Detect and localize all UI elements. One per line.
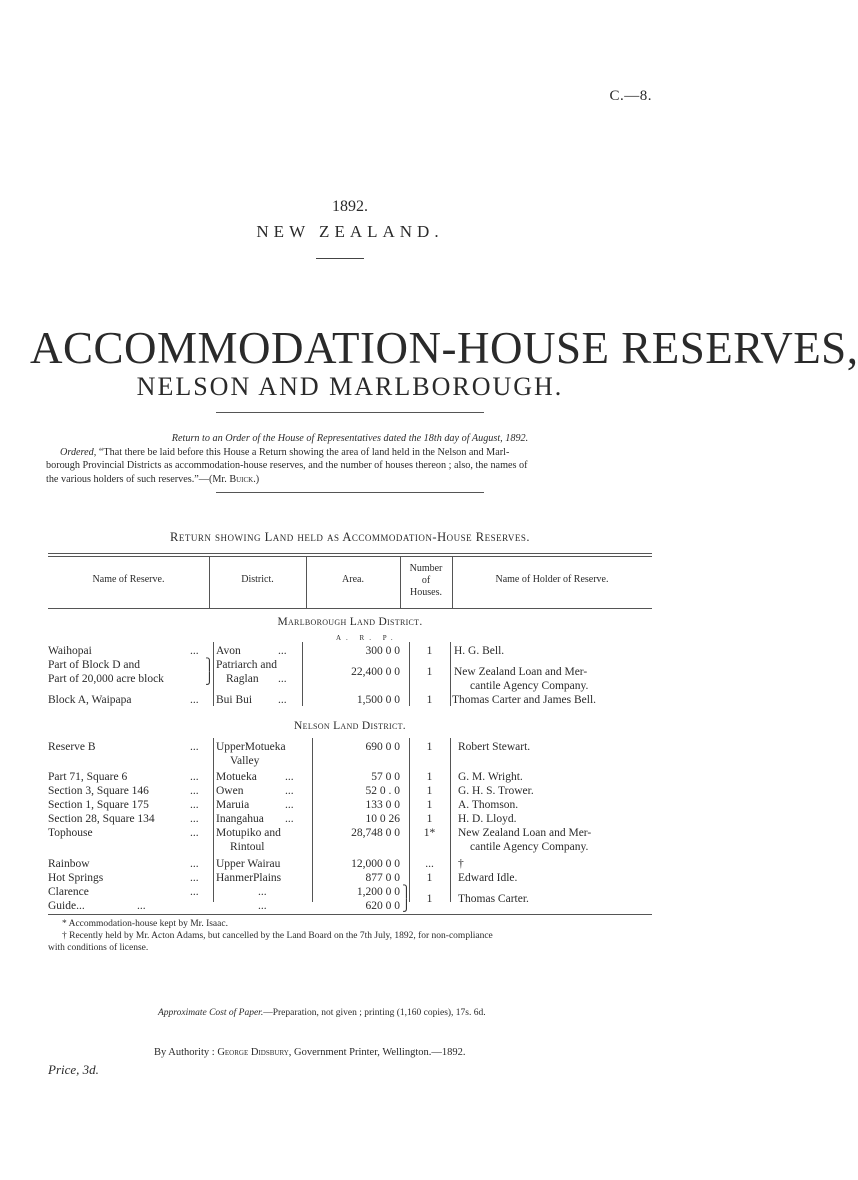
- order-text: [46, 432, 654, 486]
- area-value: 300 0 0: [365, 645, 400, 657]
- area-units: A. R. P.: [336, 634, 398, 642]
- district-name: Motueka: [216, 771, 257, 783]
- holder-name: Robert Stewart.: [458, 741, 531, 753]
- leader-dots: ...: [190, 694, 199, 706]
- district-name: Upper Wairau: [216, 858, 281, 870]
- holder-name: New Zealand Loan and Mer-: [454, 666, 588, 678]
- country: NEW ZEALAND.: [256, 222, 444, 241]
- leader-dots: ...: [190, 858, 199, 870]
- area-value: 620 0 0: [365, 900, 400, 912]
- reserve-name: Rainbow: [48, 858, 90, 870]
- footnote: with conditions of license.: [48, 943, 149, 953]
- reserve-name: Guide...: [48, 900, 85, 912]
- table-top-rule: [48, 556, 652, 557]
- reserve-name: Tophouse: [48, 827, 93, 839]
- holder-name: G. M. Wright.: [458, 771, 523, 783]
- district-name: Inangahua: [216, 813, 264, 825]
- leader-dots: ...: [190, 827, 199, 839]
- leader-dots: ...: [190, 771, 199, 783]
- district-name: ...: [258, 886, 267, 898]
- header-houses-line1: Number: [409, 563, 443, 574]
- header-name-of-reserve: Name of Reserve.: [92, 574, 165, 585]
- reserve-name: Section 3, Square 146: [48, 785, 149, 797]
- leader-dots: ...: [190, 872, 199, 884]
- column-divider: [213, 738, 214, 902]
- holder-name: G. H. S. Trower.: [458, 785, 534, 797]
- houses-count: 1*: [423, 827, 436, 839]
- member-name: Buick: [229, 473, 254, 485]
- houses-count: 1: [426, 785, 433, 797]
- area-value: 10 0 26: [365, 813, 400, 825]
- area-value: 1,200 0 0: [356, 886, 400, 898]
- district-name: Patriarch and: [216, 659, 277, 671]
- reserve-name: Part of Block D and: [48, 659, 140, 671]
- holder-name: H. G. Bell.: [454, 645, 505, 657]
- area-value: 12,000 0 0: [351, 858, 400, 870]
- column-divider: [450, 738, 451, 902]
- area-value: 690 0 0: [365, 741, 400, 753]
- column-divider: [302, 642, 303, 706]
- brace: ⎫: [402, 886, 411, 898]
- reserve-name: Block A, Waipapa: [48, 694, 132, 706]
- area-value: 52 0 . 0: [365, 785, 400, 797]
- divider: [216, 412, 484, 413]
- holder-name: cantile Agency Company.: [470, 680, 589, 692]
- holder-name: Thomas Carter.: [458, 893, 529, 905]
- ordered-label: Ordered,: [60, 446, 97, 458]
- table-bottom-rule: [48, 914, 652, 915]
- price: Price, 3d.: [48, 1062, 99, 1077]
- printer-name: George Didsbury: [217, 1047, 289, 1058]
- order-line: [46, 473, 654, 487]
- district-name: UpperMotueka: [216, 741, 286, 753]
- district-name: Avon: [216, 645, 241, 657]
- leader-dots: ...: [285, 771, 294, 783]
- page-reference: C.—8.: [609, 88, 652, 104]
- header-district: District.: [241, 574, 274, 585]
- area-value: 28,748 0 0: [351, 827, 400, 839]
- header-houses-line2: of: [421, 575, 431, 586]
- leader-dots: ...: [278, 645, 287, 657]
- holder-name: Thomas Carter and James Bell.: [452, 694, 597, 706]
- houses-count: 1: [426, 741, 433, 753]
- leader-dots: ...: [190, 886, 199, 898]
- district-name: Motupiko and: [216, 827, 281, 839]
- holder-name: A. Thomson.: [458, 799, 519, 811]
- table-top-rule: [48, 553, 652, 554]
- reserve-name: Section 28, Square 134: [48, 813, 155, 825]
- district-name: Maruia: [216, 799, 250, 811]
- order-text-part: .): [253, 473, 260, 485]
- reserve-name: Part of 20,000 acre block: [48, 673, 164, 685]
- houses-count: 1: [426, 799, 433, 811]
- section-heading-nelson: Nelson Land District.: [294, 720, 406, 732]
- column-divider: [450, 642, 451, 706]
- footnote: † Recently held by Mr. Acton Adams, but cancelled by the Land Board on the 7th July, 1892, for non-compliance: [62, 931, 493, 941]
- section-heading-marlborough: Marlborough Land District.: [277, 616, 423, 628]
- houses-count: 1: [426, 872, 433, 884]
- area-value: 22,400 0 0: [351, 666, 400, 678]
- houses-count: 1: [426, 645, 433, 657]
- brace: ⎭: [205, 673, 214, 685]
- order-text-part: the various holders of such reserves.”—(Mr.: [46, 473, 230, 485]
- holder-name: Edward Idle.: [458, 872, 518, 884]
- houses-count: 1: [426, 666, 433, 678]
- leader-dots: ...: [137, 900, 146, 912]
- district-name: Raglan: [226, 673, 259, 685]
- leader-dots: ...: [278, 673, 287, 685]
- houses-count: 1: [426, 813, 433, 825]
- header-houses-line3: Houses.: [410, 587, 442, 598]
- leader-dots: ...: [190, 645, 199, 657]
- area-value: 1,500 0 0: [356, 694, 400, 706]
- holder-name: cantile Agency Company.: [470, 841, 589, 853]
- reserve-name: Reserve B: [48, 741, 96, 753]
- district-name: Bui Bui: [216, 694, 253, 706]
- reserve-name: Hot Springs: [48, 872, 104, 884]
- divider: [216, 492, 484, 493]
- district-name: Valley: [230, 755, 260, 767]
- district-name: Owen: [216, 785, 244, 797]
- header-area: Area.: [342, 574, 364, 585]
- leader-dots: ...: [190, 799, 199, 811]
- brace: ⎭: [402, 900, 411, 912]
- reserve-name: Clarence: [48, 886, 89, 898]
- district-name: Rintoul: [230, 841, 265, 853]
- leader-dots: ...: [190, 785, 199, 797]
- reserve-name: Section 1, Square 175: [48, 799, 149, 811]
- reserve-name: Waihopai: [48, 645, 92, 657]
- footnote: * Accommodation-house kept by Mr. Isaac.: [62, 919, 228, 929]
- order-line: borough Provincial Districts as accommodation-house reserves, and the number of houses thereon ; also, the names of: [46, 460, 528, 472]
- header-holder: Name of Holder of Reserve.: [495, 574, 609, 585]
- holder-name: New Zealand Loan and Mer-: [458, 827, 592, 839]
- cost-of-paper: [158, 1008, 486, 1018]
- reserve-name: Part 71, Square 6: [48, 771, 128, 783]
- ordered-text: “That there be laid before this House a Return showing the area of land held in the Nelson and Marl-: [96, 446, 510, 458]
- main-title: ACCOMMODATION-HOUSE RESERVES,: [30, 323, 858, 373]
- houses-count: 1: [426, 771, 433, 783]
- year: 1892.: [332, 198, 368, 215]
- area-value: 133 0 0: [365, 799, 400, 811]
- leader-dots: ...: [190, 813, 199, 825]
- holder-name: †: [458, 858, 464, 870]
- divider: [316, 258, 364, 259]
- houses-count: ...: [425, 858, 434, 870]
- sub-title: NELSON AND MARLBOROUGH.: [136, 372, 564, 401]
- houses-count: 1: [426, 893, 433, 905]
- district-name: HanmerPlains: [216, 872, 282, 884]
- column-divider: [312, 738, 313, 902]
- leader-dots: ...: [285, 799, 294, 811]
- district-name: ...: [258, 900, 267, 912]
- leader-dots: ...: [278, 694, 287, 706]
- authority-suffix: , Government Printer, Wellington.—1892.: [288, 1047, 466, 1058]
- brace: ⎫: [205, 659, 214, 671]
- area-value: 877 0 0: [365, 872, 400, 884]
- order-line: Return to an Order of the House of Representatives dated the 18th day of August, 1892.: [171, 433, 529, 444]
- leader-dots: ...: [190, 741, 199, 753]
- area-value: 57 0 0: [371, 771, 400, 783]
- holder-name: H. D. Lloyd.: [458, 813, 517, 825]
- leader-dots: ...: [285, 813, 294, 825]
- cost-label: Approximate Cost of Paper.: [158, 1008, 264, 1018]
- authority-prefix: By Authority :: [154, 1047, 218, 1058]
- cost-text: —Preparation, not given ; printing (1,160 copies), 17s. 6d.: [263, 1008, 486, 1018]
- table-header-rule: [48, 608, 652, 609]
- printer-authority: [154, 1047, 466, 1058]
- leader-dots: ...: [285, 785, 294, 797]
- return-title: Return showing Land held as Accommodation-House Reserves.: [170, 530, 530, 544]
- order-line: [46, 446, 654, 460]
- houses-count: 1: [426, 694, 433, 706]
